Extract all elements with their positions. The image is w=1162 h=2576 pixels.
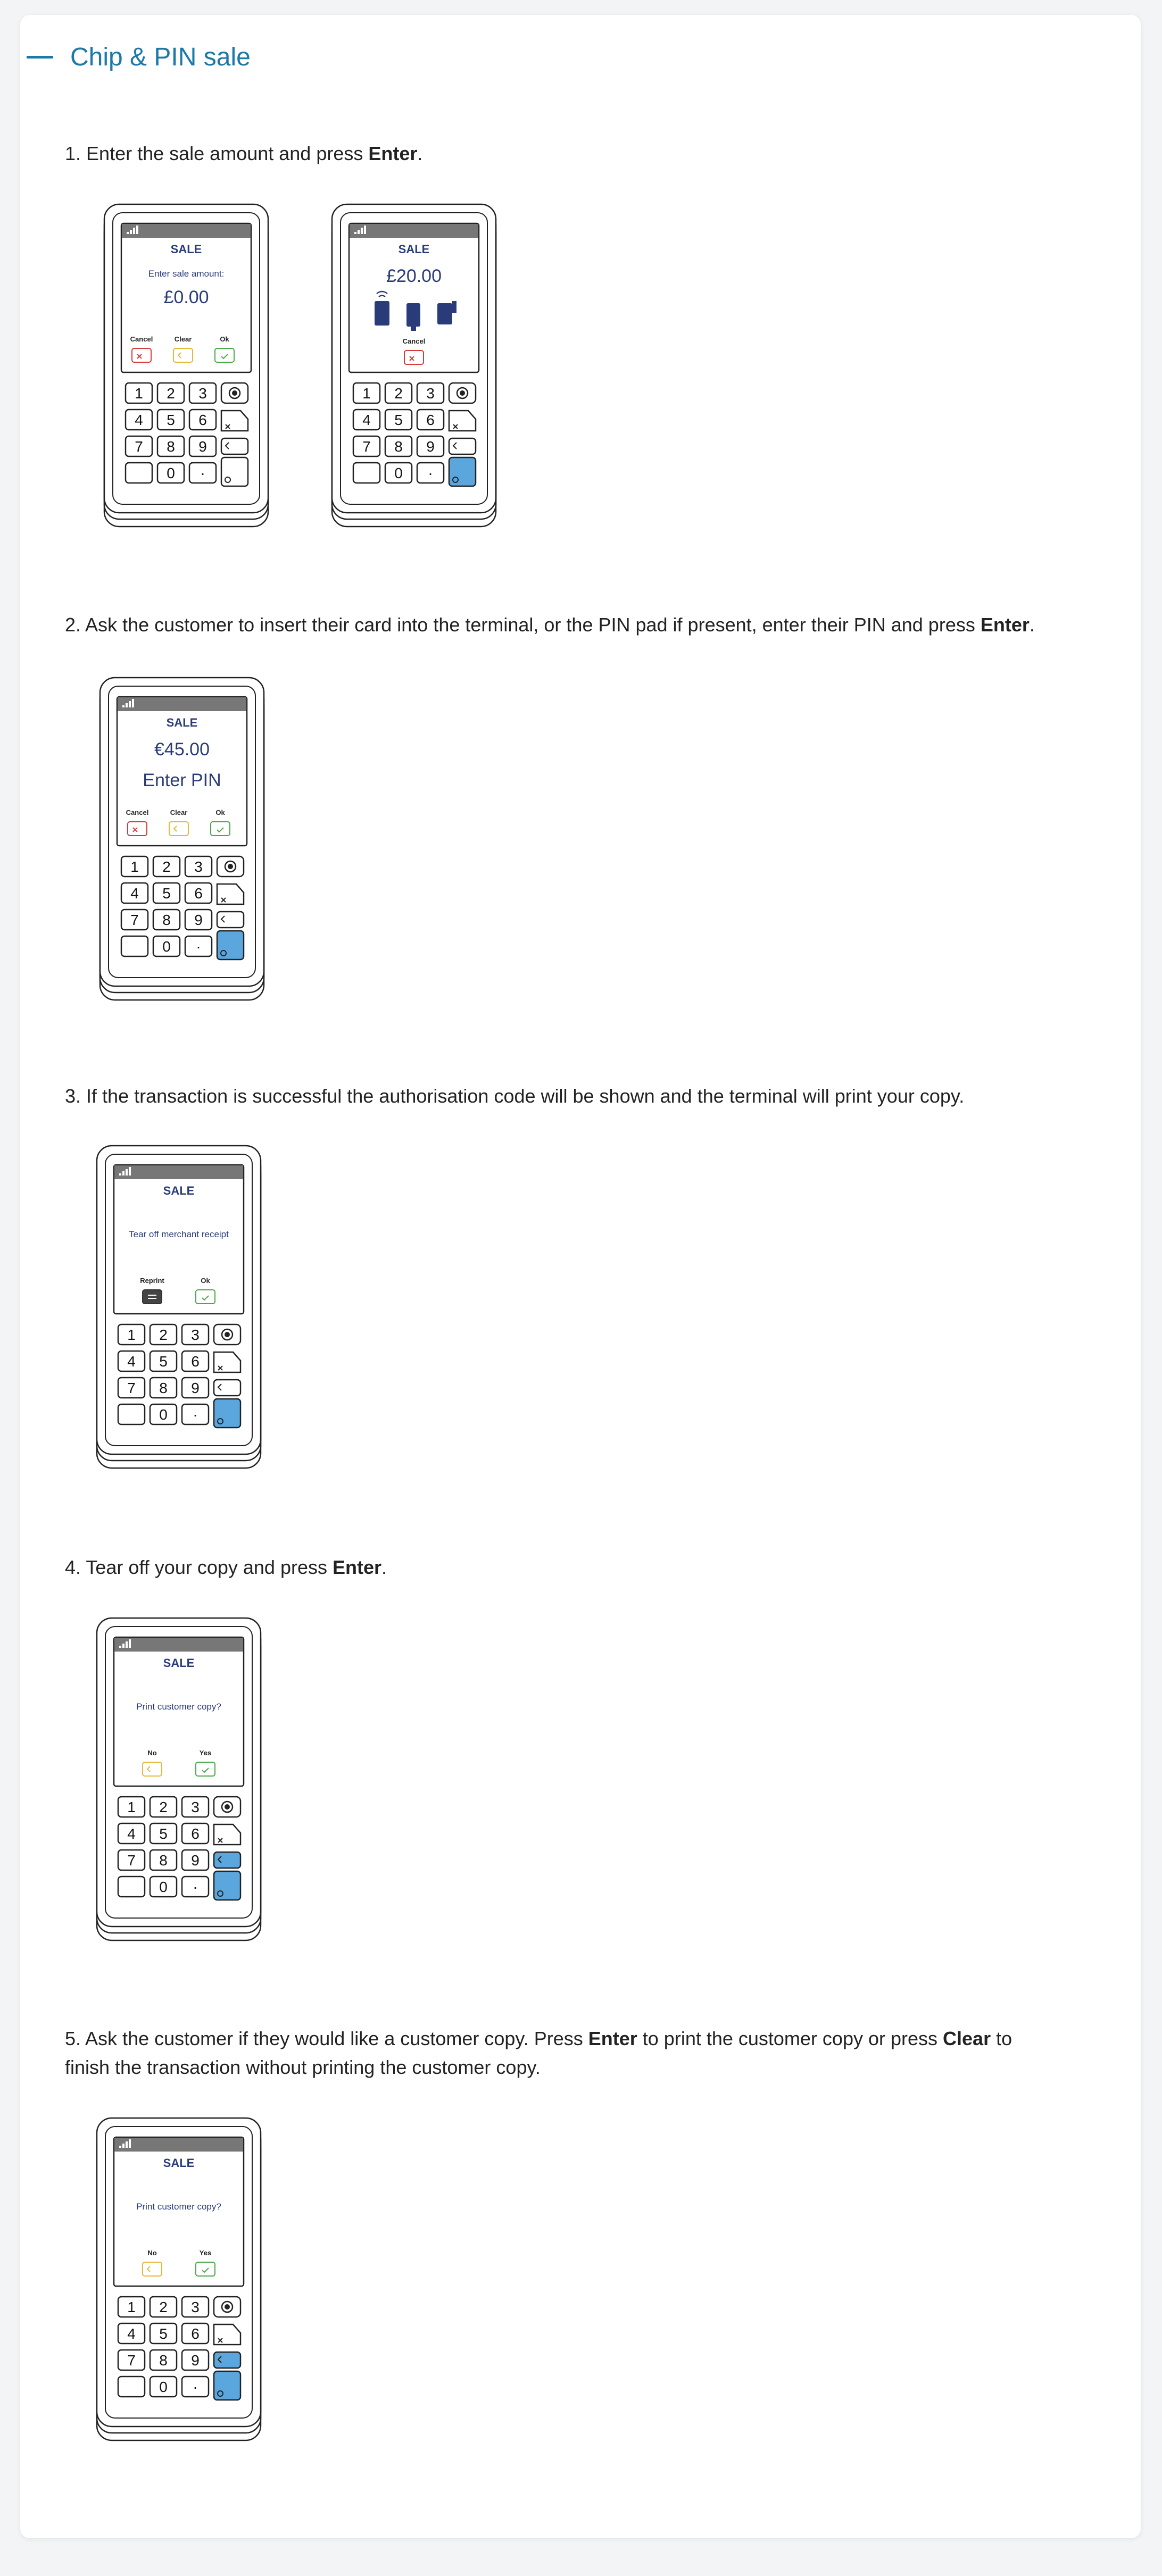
keypad-key-label: ·	[200, 465, 205, 481]
keypad-key-label: 4	[127, 1353, 136, 1370]
keypad-key-label: 3	[191, 1799, 200, 1815]
screen-prompt: Print customer copy?	[136, 1702, 221, 1712]
keypad-key-label: 1	[127, 2299, 136, 2315]
keypad-key-label: 4	[127, 1825, 136, 1842]
keypad-key-label: 9	[194, 912, 203, 928]
keypad-key[interactable]	[157, 463, 184, 483]
keypad-key[interactable]	[182, 1324, 209, 1345]
keypad-key-label: 7	[130, 912, 139, 928]
terminal-illustration-step1-b	[329, 202, 499, 529]
menu-key[interactable]	[214, 1797, 240, 1817]
signal-bar-icon	[122, 1171, 124, 1176]
keypad-key-label: 7	[127, 1852, 136, 1869]
signal-bar-icon	[136, 226, 138, 234]
step-4-text: 4. Tear off your copy and press Enter.	[65, 1556, 387, 1578]
keypad-key[interactable]	[182, 2323, 209, 2344]
screen-button-label: Cancel	[130, 335, 153, 343]
signal-bar-icon	[119, 2146, 121, 2148]
menu-key[interactable]	[449, 383, 476, 403]
keypad-key[interactable]	[121, 936, 148, 956]
keypad-key[interactable]	[417, 410, 444, 430]
screen-title: SALE	[170, 243, 202, 256]
status-bar	[114, 2138, 243, 2152]
keypad-key-label: 9	[191, 2352, 200, 2369]
keypad-key-label: 8	[167, 438, 175, 455]
keypad-key[interactable]	[118, 1877, 145, 1897]
keypad-key-label: ·	[196, 938, 201, 955]
signal-bar-icon	[126, 1169, 128, 1176]
screen-button-label: No	[147, 2249, 157, 2257]
keypad-key[interactable]	[189, 383, 216, 403]
status-bar	[118, 697, 246, 711]
keypad-key[interactable]	[150, 1823, 177, 1844]
keypad-key[interactable]	[118, 1797, 145, 1817]
keypad-key-label: 0	[159, 1879, 168, 1895]
signal-bar-icon	[127, 232, 129, 234]
signal-bar-icon	[130, 230, 132, 234]
screen-title: SALE	[163, 1656, 195, 1670]
keypad-key-label: 5	[394, 412, 403, 428]
keypad-key-label: 2	[162, 858, 171, 875]
signal-bar-icon	[122, 2144, 124, 2148]
keypad-key-label: 7	[127, 2352, 136, 2369]
keypad-key[interactable]	[150, 1877, 177, 1897]
keypad-key[interactable]	[121, 910, 148, 930]
keypad-key-label: 1	[130, 858, 139, 875]
keypad-key-label: 1	[127, 1799, 136, 1815]
keypad-key-label: 9	[191, 1380, 200, 1396]
keypad-key-label: 4	[362, 412, 371, 428]
keypad-key-label: 4	[135, 412, 143, 428]
status-bar	[122, 224, 251, 238]
terminal-illustration-step2	[97, 676, 267, 1003]
keypad-key-label: 0	[167, 465, 175, 481]
keypad-key[interactable]	[353, 463, 380, 483]
screen-button-label: Clear	[170, 808, 188, 816]
keypad-key[interactable]	[385, 410, 412, 430]
cancel-key[interactable]	[217, 884, 244, 904]
menu-key[interactable]	[221, 383, 248, 403]
keypad-key-label: ·	[193, 2379, 198, 2395]
keypad-key[interactable]	[153, 856, 180, 877]
keypad-key[interactable]	[150, 2350, 177, 2370]
keypad-key-label: 9	[426, 438, 435, 455]
keypad-key-label: 0	[159, 2379, 168, 2395]
keypad-key-label: 0	[162, 938, 171, 955]
keypad-key-label: 3	[194, 858, 203, 875]
keypad-key-label: 2	[159, 2299, 168, 2315]
keypad-key[interactable]	[157, 383, 184, 403]
signal-bar-icon	[358, 230, 360, 234]
phone-tap-icon	[375, 301, 389, 326]
keypad-key[interactable]	[353, 410, 380, 430]
step-1-text: 1. Enter the sale amount and press Enter.	[65, 143, 423, 164]
keypad-key[interactable]	[118, 2377, 145, 2397]
signal-bar-icon	[126, 1641, 128, 1648]
step-3-text: 3. If the transaction is successful the authorisation code will be shown and the terminal will print your copy.	[65, 1085, 965, 1107]
card-swipe-icon	[437, 303, 452, 324]
keypad-key-label: 5	[167, 412, 175, 428]
clear-key[interactable]	[214, 1852, 240, 1868]
screen-prompt: Enter PIN	[143, 770, 221, 790]
screen-prompt: Print customer copy?	[136, 2202, 221, 2212]
keypad-key[interactable]	[150, 1850, 177, 1870]
keypad-key[interactable]	[150, 2377, 177, 2397]
screen-title: SALE	[166, 716, 198, 729]
signal-bar-icon	[133, 228, 135, 234]
screen-button-reprint[interactable]	[140, 1277, 164, 1304]
screen-button-label: Ok	[215, 808, 225, 816]
keypad-key[interactable]	[189, 410, 216, 430]
screen-button-label: Cancel	[402, 337, 426, 345]
keypad-key[interactable]	[182, 1351, 209, 1371]
keypad-key-label: 4	[130, 885, 139, 902]
keypad-key-label: 6	[191, 2325, 200, 2342]
keypad-key[interactable]	[150, 1351, 177, 1371]
screen-button-label: Clear	[174, 335, 192, 343]
cancel-key[interactable]	[214, 1352, 240, 1372]
keypad-key-label: 8	[159, 1380, 168, 1396]
keypad-key-label: 0	[159, 1406, 168, 1423]
terminal-illustration-step4	[94, 1616, 264, 1943]
screen-button-label: Yes	[199, 1749, 212, 1757]
clear-key[interactable]	[214, 2352, 240, 2368]
keypad-key[interactable]	[157, 410, 184, 430]
menu-key[interactable]	[214, 1324, 240, 1345]
keypad-key-label: 1	[135, 385, 143, 402]
keypad-key[interactable]	[121, 856, 148, 877]
keypad-key-label: 3	[191, 1327, 200, 1343]
keypad-key[interactable]	[417, 436, 444, 456]
screen-prompt: Enter sale amount:	[148, 269, 225, 279]
enter-key[interactable]	[217, 931, 244, 960]
keypad-key-label: 5	[159, 2325, 168, 2342]
keypad-key-label: 3	[198, 385, 207, 402]
keypad-key[interactable]	[153, 936, 180, 956]
keypad-key[interactable]	[153, 910, 180, 930]
keypad-key-label: 6	[426, 412, 435, 428]
screen-title: SALE	[163, 2156, 195, 2170]
signal-bar-icon	[354, 232, 356, 234]
reprint-icon	[143, 1290, 162, 1304]
status-bar	[114, 1165, 243, 1179]
keypad-key[interactable]	[353, 383, 380, 403]
signal-bar-icon	[122, 1644, 124, 1648]
keypad-key[interactable]	[118, 1850, 145, 1870]
keypad-key[interactable]	[353, 436, 380, 456]
keypad-key[interactable]	[118, 1823, 145, 1844]
keypad-key-label: 8	[394, 438, 403, 455]
keypad-key[interactable]	[157, 436, 184, 456]
keypad-key[interactable]	[417, 463, 444, 483]
keypad-key[interactable]	[118, 2297, 145, 2317]
keypad-key-label: 1	[127, 1327, 136, 1343]
keypad-key[interactable]	[121, 883, 148, 903]
cancel-key[interactable]	[449, 411, 476, 431]
keypad-key[interactable]	[185, 883, 212, 903]
enter-key[interactable]	[449, 457, 476, 486]
keypad-key[interactable]	[182, 1404, 209, 1424]
enter-key[interactable]	[214, 1871, 240, 1900]
keypad-key[interactable]	[118, 2323, 145, 2344]
terminal-illustration-step5	[94, 2116, 264, 2443]
page-title: Chip & PIN sale	[70, 43, 251, 71]
keypad-key-label: 2	[167, 385, 175, 402]
card-slot-icon	[411, 326, 416, 331]
signal-bar-icon	[364, 226, 366, 234]
keypad-key-label: 8	[162, 912, 171, 928]
menu-key[interactable]	[217, 856, 244, 877]
keypad-key[interactable]	[150, 1404, 177, 1424]
keypad-key[interactable]	[118, 1404, 145, 1424]
keypad-key[interactable]	[417, 383, 444, 403]
keypad-key[interactable]	[126, 410, 152, 430]
keypad-key[interactable]	[153, 883, 180, 903]
signal-bar-icon	[361, 228, 363, 234]
screen-button-label: Yes	[199, 2249, 212, 2257]
keypad-key[interactable]	[185, 856, 212, 877]
keypad-key[interactable]	[189, 463, 216, 483]
clear-key[interactable]	[449, 438, 476, 454]
keypad-key-label: ·	[193, 1406, 198, 1423]
sale-amount: £0.00	[163, 287, 209, 307]
screen-button-label: No	[147, 1749, 157, 1757]
keypad-key[interactable]	[126, 436, 152, 456]
keypad-key-label: 6	[191, 1353, 200, 1370]
signal-bar-icon	[129, 2139, 131, 2148]
keypad-key-label: 3	[426, 385, 435, 402]
keypad-key-label: ·	[428, 465, 433, 481]
terminal-illustration-step3	[94, 1144, 264, 1471]
signal-bar-icon	[129, 701, 131, 707]
keypad-key-label: 8	[159, 1852, 168, 1869]
keypad-key[interactable]	[385, 463, 412, 483]
keypad-key-label: 7	[135, 438, 143, 455]
keypad-key[interactable]	[182, 2350, 209, 2370]
screen-button-label: Ok	[220, 335, 229, 343]
keypad-key-label: 9	[198, 438, 207, 455]
keypad-key[interactable]	[118, 1351, 145, 1371]
signal-bar-icon	[119, 1173, 121, 1176]
keypad-key[interactable]	[185, 936, 212, 956]
keypad-key-label: 4	[127, 2325, 136, 2342]
status-bar	[350, 224, 478, 238]
keypad-key[interactable]	[118, 1324, 145, 1345]
enter-key[interactable]	[221, 457, 248, 486]
keypad-key[interactable]	[385, 383, 412, 403]
screen-button-label: Reprint	[140, 1277, 164, 1285]
keypad-key-label: 1	[362, 385, 371, 402]
signal-bar-icon	[129, 1639, 131, 1648]
swipe-card-icon	[452, 301, 456, 313]
keypad-key-label: 2	[159, 1327, 168, 1343]
keypad-key[interactable]	[182, 1797, 209, 1817]
sale-amount: £20.00	[386, 266, 442, 286]
keypad-key-label: 3	[191, 2299, 200, 2315]
enter-key[interactable]	[214, 1399, 240, 1428]
menu-key[interactable]	[214, 2297, 240, 2317]
screen-title: SALE	[163, 1184, 195, 1197]
clear-key[interactable]	[214, 1380, 240, 1396]
screen-button-label: Ok	[201, 1277, 210, 1285]
signal-bar-icon	[126, 2141, 128, 2148]
keypad-key-label: 6	[191, 1825, 200, 1842]
signal-bar-icon	[122, 705, 124, 707]
keypad-key[interactable]	[126, 383, 152, 403]
keypad-key[interactable]	[150, 2323, 177, 2344]
screen-prompt: Tear off merchant receipt	[129, 1229, 229, 1239]
keypad-key[interactable]	[126, 463, 152, 483]
keypad-key[interactable]	[150, 1378, 177, 1398]
step-2-text: 2. Ask the customer to insert their card into the terminal, or the PIN pad if present, enter their PIN and press Enter.	[65, 614, 1035, 636]
keypad-key-label: 5	[162, 885, 171, 902]
keypad-key[interactable]	[189, 436, 216, 456]
keypad-key[interactable]	[182, 1877, 209, 1897]
clear-key[interactable]	[221, 438, 248, 454]
enter-key[interactable]	[214, 2371, 240, 2400]
screen-title: SALE	[398, 243, 430, 256]
cancel-key[interactable]	[214, 2324, 240, 2345]
signal-bar-icon	[126, 703, 128, 707]
keypad-key-label: 7	[362, 438, 371, 455]
collapse-dash-icon[interactable]	[27, 56, 53, 59]
signal-bar-icon	[132, 699, 134, 707]
cancel-key[interactable]	[221, 411, 248, 431]
keypad-key-label: 5	[159, 1353, 168, 1370]
keypad-key[interactable]	[182, 2297, 209, 2317]
keypad-key[interactable]	[118, 1378, 145, 1398]
keypad-key-label: 7	[127, 1380, 136, 1396]
keypad-key[interactable]	[182, 1823, 209, 1844]
signal-bar-icon	[119, 1646, 121, 1648]
keypad-key-label: 2	[159, 1799, 168, 1815]
keypad-key-label: 5	[159, 1825, 168, 1842]
screen-button-label: Cancel	[126, 808, 149, 816]
keypad-key-label: 6	[194, 885, 203, 902]
keypad-key[interactable]	[182, 2377, 209, 2397]
keypad-key-label: 9	[191, 1852, 200, 1869]
keypad-key[interactable]	[182, 1850, 209, 1870]
keypad-key[interactable]	[385, 436, 412, 456]
keypad-key-label: ·	[193, 1879, 198, 1895]
signal-bar-icon	[129, 1167, 131, 1176]
card-insert-icon	[406, 303, 420, 327]
sale-amount: €45.00	[154, 739, 210, 760]
keypad-key[interactable]	[182, 1378, 209, 1398]
keypad-key[interactable]	[185, 910, 212, 930]
clear-key[interactable]	[217, 912, 244, 928]
keypad-key-label: 6	[198, 412, 207, 428]
keypad-key[interactable]	[118, 2350, 145, 2370]
terminal-illustration-step1-a	[101, 202, 271, 529]
keypad-key[interactable]	[150, 1324, 177, 1345]
keypad-key-label: 2	[394, 385, 403, 402]
status-bar	[114, 1638, 243, 1652]
keypad-key[interactable]	[150, 1797, 177, 1817]
keypad-key[interactable]	[150, 2297, 177, 2317]
step-5-text: 5. Ask the customer if they would like a customer copy. Press Enter to print the customer copy or press Clear to finish the transaction without printing the customer copy.	[65, 2028, 1012, 2078]
keypad-key-label: 0	[394, 465, 403, 481]
keypad-key-label: 8	[159, 2352, 168, 2369]
section-header	[27, 38, 251, 76]
cancel-key[interactable]	[214, 1824, 240, 1845]
